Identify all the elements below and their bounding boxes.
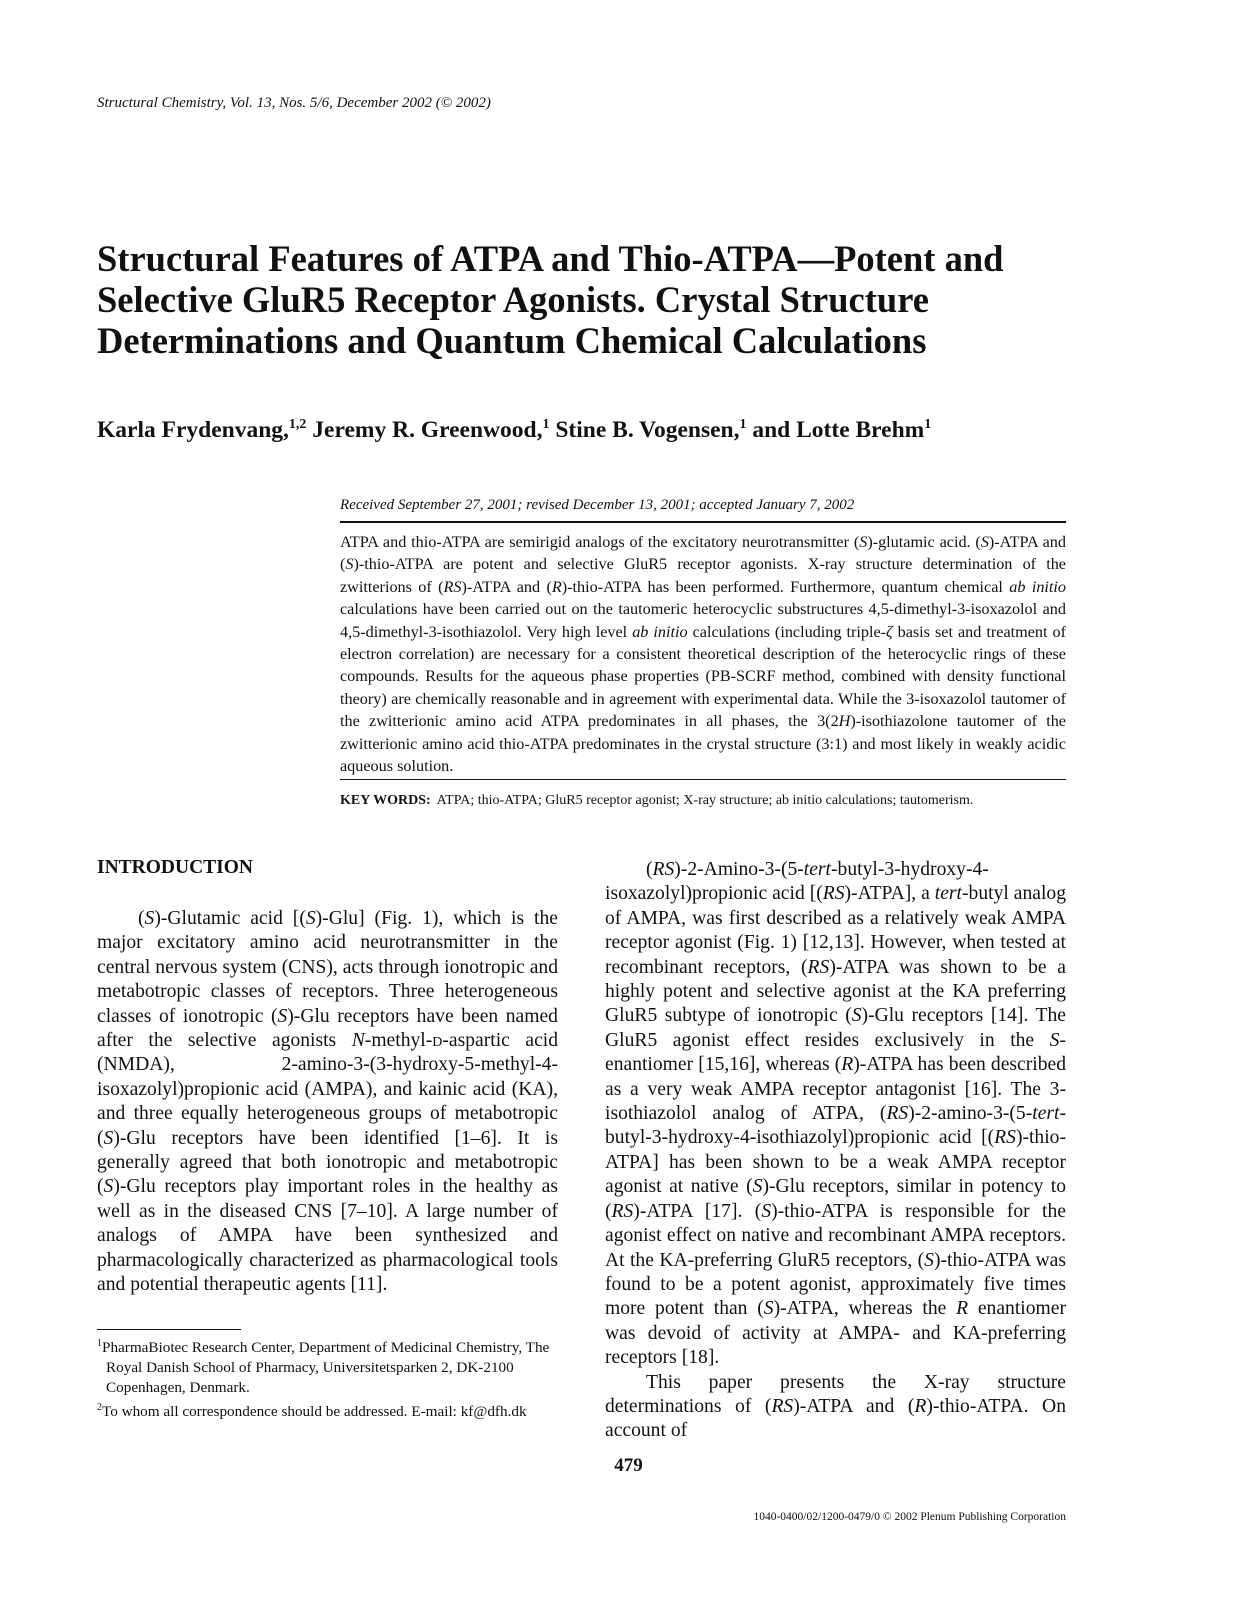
- author-name: Karla Frydenvang,: [97, 417, 289, 443]
- body-paragraph: (S)-Glutamic acid [(S)-Glu] (Fig. 1), which is the major excitatory amino acid neurotransmitter in the central nervous system (CNS), acts through ionotropic and metabotropic classes of receptors. Three heterogeneous classes of ionotropic (S)-Glu receptors have been named after the selective agonists N-methyl-d-aspartic acid (NMDA), 2-amino-3-(3-hydroxy-5-methyl-4-isoxazolyl)propionic acid (AMPA), and kainic acid (KA), and three equally heterogeneous groups of metabotropic (S)-Glu receptors have been identified [1–6]. It is generally agreed that both ionotropic and metabotropic (S)-Glu receptors play important roles in the healthy as well as in the diseased CNS [7–10]. A large number of analogs of AMPA have been synthesized and pharmacologically characterized as pharmacological tools and potential therapeutic agents [11].: [97, 908, 559, 1296]
- footnote-2: [97, 1398, 558, 1422]
- affiliation-mark: 1,2: [288, 417, 307, 433]
- abstract: ATPA and thio-ATPA are semirigid analogs of the excitatory neurotransmitter (S)-glutamic acid. (S)-ATPA and (S)-thio-ATPA are potent and selective GluR5 receptor agonists. X-ray structure determination of the zwitterions of (RS)-ATPA and (R)-thio-ATPA has been performed. Furthermore, quantum chemical ab initio calculations have been carried out on the tautomeric heterocyclic substructures 4,5-dimethyl-3-isoxazolol and 4,5-dimethyl-3-isothiazolol. Very high level ab initio calculations (including triple-ζ basis set and treatment of electron correlation) are necessary for a consistent theoretical description of the heterocyclic rings of these compounds. Results for the aqueous phase properties (PB-SCRF method, combined with density functional theory) are chemically reasonable and in agreement with experimental data. While the 3-isoxazolol tautomer of the zwitterionic amino acid ATPA predominates in all phases, the 3(2H)-isothiazolone tautomer of the zwitterionic amino acid thio-ATPA predominates in the crystal structure (3:1) and most likely in weakly acidic aqueous solution.: [340, 533, 1066, 776]
- journal-citation: Structural Chemistry, Vol. 13, Nos. 5/6, December 2002 (© 2002): [97, 95, 491, 111]
- received-dates: Received September 27, 2001; revised December 13, 2001; accepted January 7, 2002: [340, 497, 855, 513]
- footnote-1: [97, 1334, 558, 1398]
- body-paragraph: This paper presents the X-ray structure determinations of (RS)-ATPA and (R)-thio-ATPA. On account of: [605, 1371, 1066, 1442]
- footnote-text: To whom all correspondence should be addressed. E-mail: kf@dfh.dk: [102, 1403, 527, 1421]
- abstract-top-rule: [340, 521, 1066, 523]
- abstract-bottom-rule: [340, 779, 1066, 780]
- paper-title: Structural Features of ATPA and Thio-ATPA—Potent and Selective GluR5 Receptor Agonists. Crystal Structure Determinations and Quantum Chemical Calculations: [97, 238, 1004, 361]
- affiliation-mark: 1: [542, 417, 550, 433]
- footnote-text: PharmaBiotec Research Center, Department of Medicinal Chemistry, The Royal Danish School of Pharmacy, Universitetsparken 2, DK-2100 Copenhagen, Denmark.: [102, 1339, 550, 1397]
- keywords: [340, 793, 1066, 809]
- intro-right-column: [605, 858, 1066, 1444]
- footnote-mark: 1: [97, 1338, 102, 1349]
- page-number: 479: [614, 1455, 643, 1476]
- footnote-mark: 2: [97, 1402, 102, 1414]
- copyright-line: 1040-0400/02/1200-0479/0 © 2002 Plenum Publishing Corporation: [753, 1511, 1066, 1523]
- intro-left-column: [97, 907, 558, 1298]
- body-paragraph: (RS)-2-Amino-3-(5-tert-butyl-3-hydroxy-4-isoxazolyl)propionic acid [(RS)-ATPA], a tert-butyl analog of AMPA, was first described as a relatively weak AMPA receptor agonist (Fig. 1) [12,13]. However, when tested at recombinant receptors, (RS)-ATPA was shown to be a highly potent and selective agonist at the KA preferring GluR5 subtype of ionotropic (S)-Glu receptors [14]. The GluR5 agonist effect resides exclusively in the S-enantiomer [15,16], whereas (R)-ATPA has been described as a very weak AMPA receptor antagonist [16]. The 3-isothiazolol analog of ATPA, (RS)-2-amino-3-(5-tert-butyl-3-hydroxy-4-isothiazolyl)propionic acid [(RS)-thio-ATPA] has been shown to be a weak AMPA receptor agonist at native (S)-Glu receptors, similar in potency to (RS)-ATPA [17]. (S)-thio-ATPA is responsible for the agonist effect on native and recombinant AMPA receptors. At the KA-preferring GluR5 receptors, (S)-thio-ATPA was found to be a potent agonist, approximately five times more potent than (S)-ATPA, whereas the R enantiomer was devoid of activity at AMPA- and KA-preferring receptors [18].: [605, 859, 1066, 1369]
- author-name: Jeremy R. Greenwood,: [312, 417, 543, 443]
- keywords-list: ATPA; thio-ATPA; GluR5 receptor agonist; X-ray structure; ab initio calculations; tautomerism.: [436, 793, 974, 808]
- author-name: Stine B. Vogensen,: [555, 417, 740, 443]
- footnote-rule: [97, 1329, 241, 1330]
- affiliation-mark: 1: [924, 417, 932, 433]
- author-list: [97, 417, 931, 444]
- footnotes: [97, 1334, 558, 1422]
- section-heading: INTRODUCTION: [97, 857, 254, 878]
- affiliation-mark: 1: [739, 417, 747, 433]
- author-name: and Lotte Brehm: [752, 417, 925, 443]
- keywords-label: KEY WORDS:: [340, 793, 431, 808]
